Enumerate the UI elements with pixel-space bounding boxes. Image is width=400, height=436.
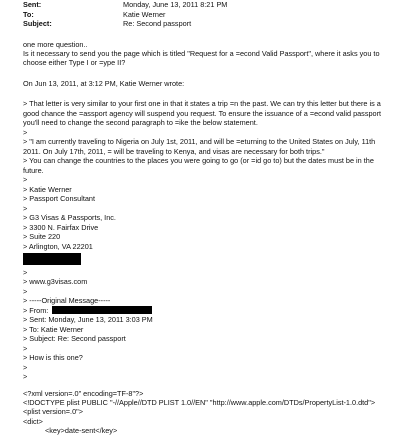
xml-line-3: <plist version=.0"> [23, 407, 83, 417]
original-subject: > Subject: Re: Second passport [23, 334, 126, 344]
redaction-bar-sender [52, 306, 152, 314]
signature-website: > www.g3visas.com [23, 277, 88, 287]
header-sent-row [23, 0, 393, 10]
signature-company: > G3 Visas & Passports, Inc. [23, 213, 116, 223]
subject-label: Subject: [23, 19, 52, 28]
quote-gt-7: > [23, 372, 28, 382]
xml-line-4: <dict> [23, 416, 43, 426]
quote-gt-4: > [23, 286, 28, 296]
to-label: To: [23, 9, 34, 19]
intro-line-2: Is it necessary to send you the page which is titled "Request for a =econd Valid Passport", where it asks you to choose either Type I or =ype II? [23, 48, 380, 68]
original-from-label: > From: [23, 305, 49, 315]
quote-paragraph-1: > That letter is very similar to your first one in that it states a trip =n the past. We can try this letter but there is a good chance the =assport agency will suspend you request. To ensure the issuance of a =econd valid passport you'll need to change the second paragraph to =ike the below statement. [23, 99, 382, 128]
original-message-divider: > -----Original Message----- [23, 296, 111, 306]
sent-label: Sent: [23, 0, 42, 9]
xml-line-2: <!DOCTYPE plist PUBLIC "-//Apple//DTD PLIST 1.0//EN" "http://www.apple.com/DTDs/PropertyList-1.0.dtd"> [23, 397, 376, 407]
original-to: > To: Katie Werner [23, 324, 84, 334]
original-body: > How is this one? [23, 353, 83, 363]
header-subject-row [23, 19, 393, 29]
quote-gt-2: > [23, 175, 28, 185]
intro-line-1: one more question.. [23, 39, 88, 49]
redacted-block-1 [23, 253, 393, 267]
original-from-row [23, 306, 393, 316]
xml-line-1: <?xml version=.0" encoding=TF-8"?> [23, 388, 144, 398]
xml-line-5: <key>date-sent</key> [45, 426, 118, 436]
header-to-row [23, 10, 393, 20]
subject-value: Re: Second passport [123, 19, 192, 28]
to-value: Katie Werner [123, 9, 166, 19]
signature-title: > Passport Consultant [23, 194, 95, 204]
quote-gt-5: > [23, 343, 28, 353]
quote-gt-6: > [23, 362, 28, 372]
sent-value: Monday, June 13, 2011 8:21 PM [123, 0, 228, 9]
original-sent: > Sent: Monday, June 13, 2011 3:03 PM [23, 315, 153, 325]
signature-name: > Katie Werner [23, 184, 72, 194]
signature-suite: > Suite 220 [23, 232, 61, 242]
email-document [23, 0, 393, 436]
quote-paragraph-3: > You can change the countries to the places you were going to go (or =id go to) but the dates must be in the future. [23, 156, 374, 175]
redaction-gt: > [23, 267, 28, 277]
signature-street: > 3300 N. Fairfax Drive [23, 222, 99, 232]
quote-intro: On Jun 13, 2011, at 3:12 PM, Katie Werner wrote: [23, 78, 185, 88]
quote-gt-1: > [23, 127, 28, 137]
redaction-bar-phone [23, 253, 81, 265]
signature-city: > Arlington, VA 22201 [23, 241, 93, 251]
quote-paragraph-2: > "I am currently traveling to Nigeria on July 1st, 2011, and will be =eturning to the United States on July, 11th 2011. On July 17th, 2011, = will be traveling to Kenya, and visas are necessary for both trips." [23, 137, 376, 156]
signature-gt: > [23, 203, 28, 213]
